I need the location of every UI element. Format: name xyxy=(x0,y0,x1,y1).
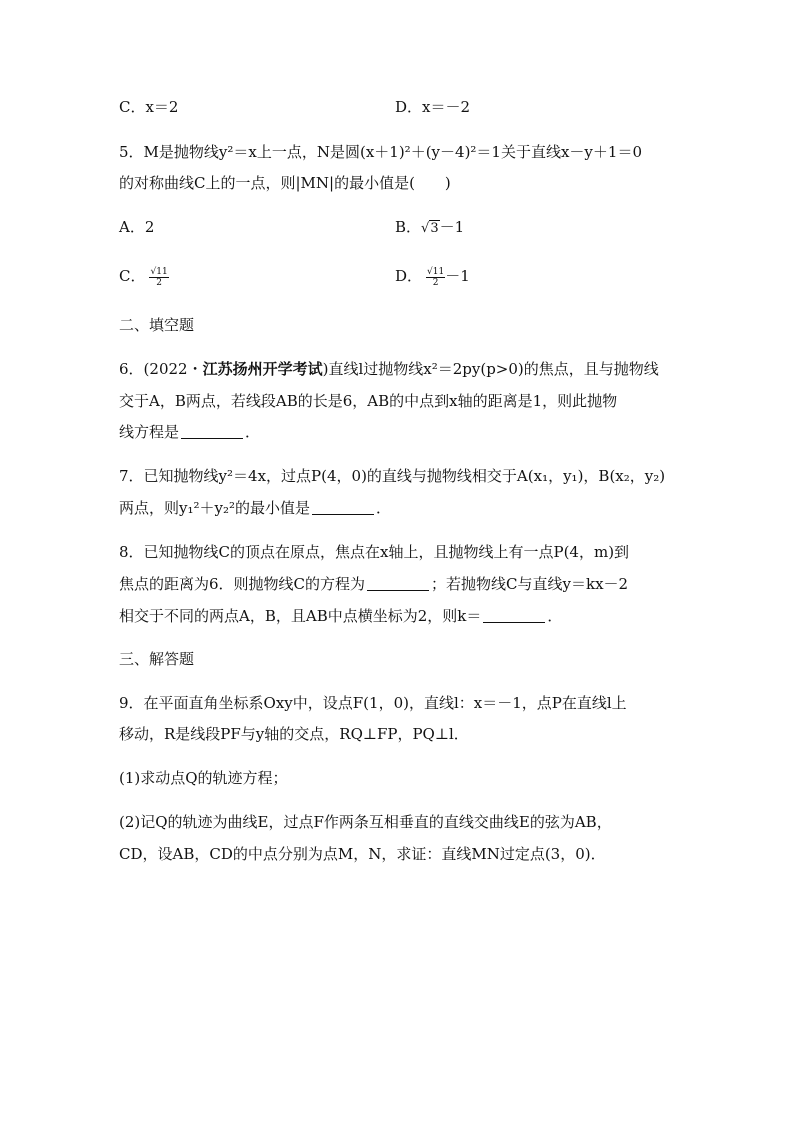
q9-part-2-line-1: (2)记Q的轨迹为曲线E，过点F作两条互相垂直的直线交曲线E的弦为AB， xyxy=(119,813,612,831)
q6-line-3 xyxy=(119,422,260,442)
q8-text-end: ． xyxy=(547,607,563,625)
q5-line-1: 5．M是抛物线y²＝x上一点，N是圆(x＋1)²＋(y－4)²＝1关于直线x－y＋1＝0 xyxy=(119,143,642,161)
q6-text-end: ． xyxy=(245,423,261,441)
fraction-denominator: 2 xyxy=(432,277,439,288)
answer-blank[interactable] xyxy=(312,500,374,515)
fraction-denominator: 2 xyxy=(156,277,162,288)
answer-blank[interactable] xyxy=(181,424,243,439)
q5-line-2: 的对称曲线C上的一点，则|MN|的最小值是( ) xyxy=(119,174,451,192)
q4-option-c: C．x＝2 xyxy=(119,98,179,116)
fraction xyxy=(426,267,445,288)
q8-line-2 xyxy=(119,574,628,594)
q8-text: 焦点的距离为6．则抛物线C的方程为 xyxy=(119,575,366,593)
q6-line-1 xyxy=(119,359,659,379)
q5-option-b-label: B． xyxy=(395,218,422,236)
q6-source: 江苏扬州开学考试 xyxy=(202,360,323,378)
q5-option-d-label: D． xyxy=(395,267,423,285)
q8-text: 相交于不同的两点A，B，且AB中点横坐标为2，则k＝ xyxy=(119,607,482,625)
q7-line-2 xyxy=(119,498,391,518)
answer-blank[interactable] xyxy=(483,608,545,623)
q5-option-a: A．2 xyxy=(119,218,155,236)
fraction xyxy=(149,267,168,288)
section-heading-fill-in: 二、填空题 xyxy=(119,316,195,334)
q5-option-b xyxy=(395,217,464,239)
q6-line-2: 交于A，B两点，若线段AB的长是6，AB的中点到x轴的距离是1，则此抛物 xyxy=(119,392,618,410)
q5-option-d xyxy=(395,266,470,288)
q5-option-d-suffix: －1 xyxy=(445,267,470,285)
sqrt-sign: √3 xyxy=(421,221,439,236)
q9-part-2-line-2: CD，设AB，CD的中点分别为点M，N，求证：直线MN过定点(3，0)． xyxy=(119,845,606,863)
q4-option-d: D．x＝－2 xyxy=(395,98,471,116)
answer-blank[interactable] xyxy=(367,576,429,591)
q6-prefix: 6．(2022・ xyxy=(119,360,203,378)
fraction-numerator: √11 xyxy=(427,266,445,277)
radicand: 3 xyxy=(430,221,439,236)
q5-option-b-suffix: －1 xyxy=(439,218,465,236)
q6-text: 线方程是 xyxy=(119,423,180,441)
q9-part-1: (1)求动点Q的轨迹方程； xyxy=(119,769,288,787)
q5-option-c-label: C． xyxy=(119,267,146,285)
q9-line-1: 9．在平面直角坐标系Oxy中，设点F(1，0)，直线l：x＝－1，点P在直线l上 xyxy=(119,694,627,712)
q8-line-3 xyxy=(119,606,562,626)
q7-line-1: 7．已知抛物线y²＝4x，过点P(4，0)的直线与抛物线相交于A(x₁，y₁)，B(x₂，y₂) xyxy=(119,467,666,485)
fraction-numerator: √11 xyxy=(150,266,168,277)
q5-option-c xyxy=(119,266,169,288)
q8-line-1: 8．已知抛物线C的顶点在原点，焦点在x轴上，且抛物线上有一点P(4，m)到 xyxy=(119,543,630,561)
section-heading-solutions: 三、解答题 xyxy=(119,650,195,668)
q6-text: )直线l过抛物线x²＝2py(p>0)的焦点，且与抛物线 xyxy=(322,360,659,378)
q8-text: ；若抛物线C与直线y＝kx－2 xyxy=(431,575,629,593)
q7-text: 两点，则y₁²＋y₂²的最小值是 xyxy=(119,499,311,517)
q9-line-2: 移动，R是线段PF与y轴的交点，RQ⊥FP，PQ⊥l． xyxy=(119,725,469,743)
q7-text-end: ． xyxy=(376,499,392,517)
